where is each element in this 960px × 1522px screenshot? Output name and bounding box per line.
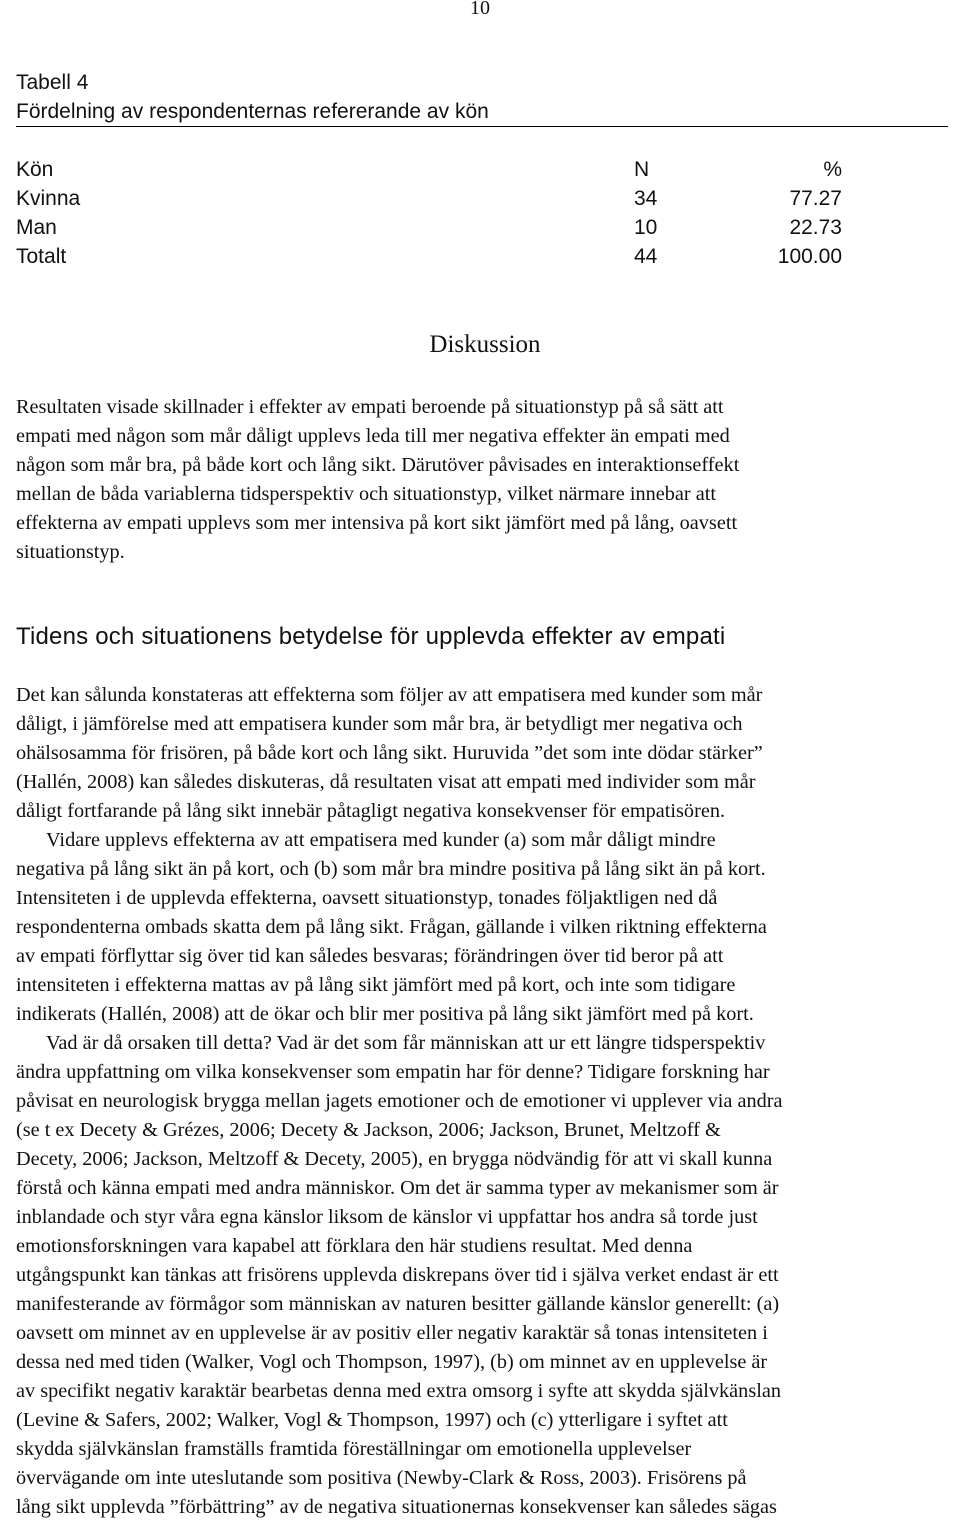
text-line: inblandade och styr våra egna känslor liksom de känslor vi uppfattar hos andra så torde just: [16, 1206, 758, 1228]
text-line: förstå och känna empati med andra människor. Om det är samma typer av mekanismer som är: [16, 1177, 779, 1199]
subsection-heading: Tidens och situationens betydelse för upplevda effekter av empati: [16, 623, 726, 650]
table-cell: 77.27: [789, 187, 842, 210]
discussion-paragraph: [16, 393, 954, 567]
text-line: indikerats (Hallén, 2008) att de ökar och blir mer positiva på lång sikt jämfört med på kort.: [16, 1003, 754, 1025]
table-header-cell: N: [634, 158, 650, 181]
table-title: Fördelning av respondenternas refererande av kön: [16, 100, 489, 123]
text-line: Intensiteten i de upplevda effekterna, oavsett situationstyp, tonades följaktligen ned då: [16, 887, 718, 909]
text-line: övervägande om inte uteslutande som positiva (Newby-Clark & Ross, 2003). Frisörens på: [16, 1467, 747, 1489]
table-header-row: [16, 155, 948, 184]
text-line: empati med någon som mår dåligt upplevs leda till mer negativa effekter än empati med: [16, 425, 730, 447]
table-label: Tabell 4: [16, 71, 89, 94]
text-line: oavsett om minnet av en upplevelse är av positiv eller negativ karaktär så tonas intensiteten i: [16, 1322, 768, 1344]
table-cell: 44: [634, 245, 658, 268]
body-text: [16, 681, 954, 1522]
text-line: mellan de båda variablerna tidsperspektiv och situationstyp, vilket närmare innebar att: [16, 483, 717, 505]
text-line: dåligt, i jämförelse med att empatisera kunder som mår bra, är betydligt mer negativa och: [16, 713, 743, 735]
table-top-rule: [16, 126, 948, 127]
table-header-cell: Kön: [16, 158, 54, 181]
text-line: dessa ned med tiden (Walker, Vogl och Thompson, 1997), (b) om minnet av en upplevelse är: [16, 1351, 768, 1373]
table-caption: [16, 68, 916, 126]
text-line: (Hallén, 2008) kan således diskuteras, då resultaten visat att empati med individer som mår: [16, 771, 756, 793]
text-line: intensiteten i effekterna mattas av på lång sikt jämfört med på kort, och inte som tidigare: [16, 974, 736, 996]
text-line: av specifikt negativ karaktär bearbetas denna med extra omsorg i syfte att skydda självkänslan: [16, 1380, 781, 1402]
text-line: utgångspunkt kan tänkas att frisörens upplevda diskrepans över tid i själva verket endast är ett: [16, 1264, 779, 1286]
text-line: ändra uppfattning om vilka konsekvenser som empatin har för denne? Tidigare forskning har: [16, 1061, 770, 1083]
table-cell: 22.73: [789, 216, 842, 239]
text-line: Vidare upplevs effekterna av att empatisera med kunder (a) som mår dåligt mindre: [46, 829, 716, 851]
text-line: skydda självkänslan framställs framtida föreställningar om emotionella upplevelser: [16, 1438, 692, 1460]
table-row: [16, 184, 948, 213]
table-cell: 100.00: [777, 245, 842, 268]
table-row: [16, 213, 948, 242]
table-header-cell: %: [823, 158, 842, 181]
text-line: emotionsforskningen vara kapabel att förklara den här studiens resultat. Med denna: [16, 1235, 693, 1257]
text-line: Det kan sålunda konstateras att effekterna som följer av att empatisera med kunder som mår: [16, 684, 763, 706]
table-row: [16, 242, 948, 271]
text-line: Decety, 2006; Jackson, Meltzoff & Decety, 2005), en brygga nödvändig för att vi skall kunna: [16, 1148, 773, 1170]
text-line: av empati förflyttar sig över tid kan således besvaras; förändringen över tid beror på att: [16, 945, 724, 967]
table-cell: Man: [16, 216, 57, 239]
text-line: respondenterna ombads skatta dem på lång sikt. Frågan, gällande i vilken riktning effekterna: [16, 916, 767, 938]
text-line: någon som mår bra, på både kort och lång sikt. Därutöver påvisades en interaktionseffekt: [16, 454, 740, 476]
text-line: Vad är då orsaken till detta? Vad är det som får människan att ur ett längre tidsperspektiv: [46, 1032, 766, 1054]
text-line: (se t ex Decety & Grézes, 2006; Decety & Jackson, 2006; Jackson, Brunet, Meltzoff &: [16, 1119, 721, 1141]
table-cell: 34: [634, 187, 658, 210]
page-number: 10: [470, 0, 490, 19]
table: [16, 155, 948, 271]
table-cell: Kvinna: [16, 187, 81, 210]
text-line: effekterna av empati upplevs som mer intensiva på kort sikt jämfört med på lång, oavsett: [16, 512, 738, 534]
text-line: lång sikt upplevda ”förbättring” av de negativa situationernas konsekvenser kan således sägas: [16, 1496, 777, 1518]
text-line: negativa på lång sikt än på kort, och (b) som mår bra mindre positiva på lång sikt än på kort.: [16, 858, 766, 880]
table-cell: 10: [634, 216, 658, 239]
text-line: ohälsosamma för frisören, på både kort och lång sikt. Huruvida ”det som inte dödar stärker”: [16, 742, 763, 764]
text-line: (Levine & Safers, 2002; Walker, Vogl & Thompson, 1997) och (c) ytterligare i syftet att: [16, 1409, 728, 1431]
text-line: situationstyp.: [16, 541, 125, 563]
section-heading-discussion: Diskussion: [429, 331, 541, 358]
text-line: påvisat en neurologisk brygga mellan jagets emotioner och de emotioner vi upplever via andra: [16, 1090, 783, 1112]
table-cell: Totalt: [16, 245, 67, 268]
text-line: dåligt fortfarande på lång sikt innebär påtagligt negativa konsekvenser för empatisören.: [16, 800, 726, 822]
text-line: Resultaten visade skillnader i effekter av empati beroende på situationstyp på så sätt att: [16, 396, 724, 418]
text-line: manifesterande av förmågor som människan av naturen besitter gällande känslor generellt: (a): [16, 1293, 780, 1315]
